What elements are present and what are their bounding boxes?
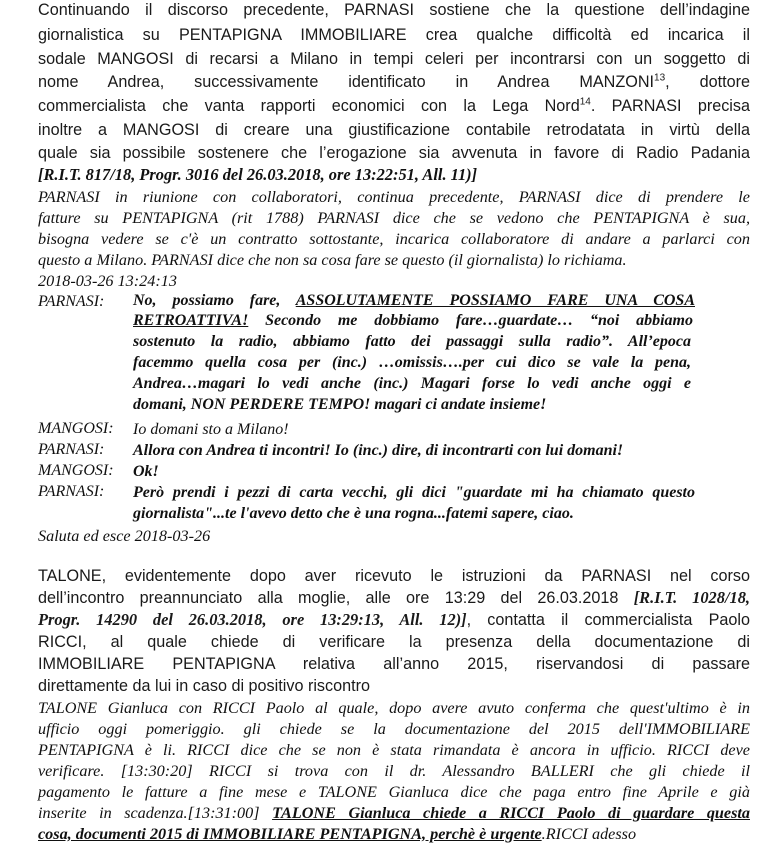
text-line: verificare. [13:30:20] RICCI si trova con il dr. Alessandro BALLERI che gli chiede il bbox=[38, 762, 750, 780]
speaker-label: MANGOSI: bbox=[38, 420, 114, 437]
utterance-line: giornalista"...te l'avevo detto che è una rogna...fatemi sapere, ciao. bbox=[133, 505, 574, 522]
text-line: dell’incontro preannunciato alla moglie, alle ore 13:29 del 26.03.2018 [R.I.T. 1028/18, bbox=[38, 588, 750, 607]
underlined-text: RETROATTIVA! bbox=[133, 312, 249, 329]
interception-reference: [R.I.T. 1028/18, bbox=[633, 588, 750, 607]
text-line: bisogna vedere se c'è un contratto sottostante, incarica collaboratore di andare a parlarci con bbox=[38, 230, 750, 248]
speaker-label: PARNASI: bbox=[38, 293, 105, 310]
text-line: PARNASI in riunione con collaboratori, continua precedente, PARNASI dice di prendere le bbox=[38, 188, 750, 206]
closing-note: Saluta ed esce 2018-03-26 bbox=[38, 527, 211, 545]
text-line: ufficio oggi pomeriggio. gli chiede se la documentazione del 2015 dell'IMMOBILIARE bbox=[38, 720, 750, 738]
utterance-line: Allora con Andrea ti incontri! Io (inc.) dire, di incontrarti con lui domani! bbox=[133, 442, 624, 459]
text-line: RICCI, al quale chiede di verificare la presenza della documentazione di bbox=[38, 633, 750, 651]
text-line: TALONE, evidentemente dopo aver ricevuto le istruzioni da PARNASI nel corso bbox=[38, 567, 750, 585]
timestamp: 2018-03-26 13:24:13 bbox=[38, 272, 177, 290]
interception-reference: [R.I.T. 817/18, Progr. 3016 del 26.03.2018, ore 13:22:51, All. 11)] bbox=[38, 165, 478, 184]
utterance-line: Io domani sto a Milano! bbox=[133, 421, 289, 438]
text-line: inserite in scadenza.[13:31:00] TALONE Gianluca chiede a RICCI Paolo di guardare questa bbox=[38, 804, 750, 822]
text-line: questo a Milano. PARNASI dice che non sa cosa fare se questo (il giornalista) lo richiama. bbox=[38, 251, 627, 269]
text-line: giornalistica su PENTAPIGNA IMMOBILIARE crea qualche difficoltà ed incarica il bbox=[38, 26, 750, 44]
text-span: . PARNASI precisa bbox=[590, 97, 750, 115]
text-line: inoltre a MANGOSI di creare una giustificazione contabile retrodatata in virtù della bbox=[38, 121, 750, 139]
utterance-line: domani, NON PERDERE TEMPO! magari ci andate insieme! bbox=[133, 396, 547, 413]
text-span: commercialista che vanta rapporti economici con la Lega Nord bbox=[38, 97, 580, 115]
utterance-line: Ok! bbox=[133, 463, 159, 480]
text-line: IMMOBILIARE PENTAPIGNA relativa all’anno 2015, riservandosi di passare bbox=[38, 655, 750, 673]
underlined-text: ASSOLUTAMENTE POSSIAMO FARE UNA COSA bbox=[295, 292, 695, 309]
utterance-line: facemmo quella cosa per (inc.) …omissis….per cui dico se vale la pena, bbox=[133, 354, 691, 371]
interception-reference: Progr. 14290 del 26.03.2018, ore 13:29:13, All. 12)] bbox=[38, 610, 467, 629]
speaker-label: PARNASI: bbox=[38, 441, 105, 458]
utterance-line: No, possiamo fare, ASSOLUTAMENTE POSSIAMO FARE UNA COSA bbox=[133, 292, 695, 309]
utterance-line: Andrea…magari lo vedi anche (inc.) Magari forse lo vedi anche oggi e bbox=[133, 375, 691, 392]
utterance-line: sostenuto la radio, abbiamo fatto dei passaggi sulla radio”. All’epoca bbox=[133, 333, 691, 350]
text-line: direttamente da lui in caso di positivo riscontro bbox=[38, 677, 371, 695]
speaker-label: PARNASI: bbox=[38, 483, 105, 500]
utterance-line: RETROATTIVA! Secondo me dobbiamo fare…guardate… “noi abbiamo bbox=[133, 312, 693, 329]
footnote-ref-14[interactable]: 14 bbox=[579, 96, 591, 108]
footnote-ref-13[interactable]: 13 bbox=[654, 72, 666, 84]
utterance-line: Però prendi i pezzi di carta vecchi, gli dici "guardate mi ha chiamato questo bbox=[133, 484, 695, 501]
text-line: sodale MANGOSI di recarsi a Milano in tempi celeri per incontrarsi con un soggetto di bbox=[38, 50, 750, 68]
text-line: fatture su PENTAPIGNA (rit 1788) PARNASI dice che se vedono che PENTAPIGNA è sua, bbox=[38, 209, 750, 227]
text-line: PENTAPIGNA è li. RICCI dice che se non è stata rimandata è ancora in ufficio. RICCI deve bbox=[38, 741, 750, 759]
text-span: nome Andrea, successivamente identificato in Andrea MANZONI bbox=[38, 73, 655, 91]
text-line bbox=[38, 96, 750, 116]
text-line: cosa, documenti 2015 di IMMOBILIARE PENTAPIGNA, perchè è urgente.RICCI adesso bbox=[38, 825, 637, 843]
speaker-label: MANGOSI: bbox=[38, 462, 114, 479]
text-span: , dottore bbox=[665, 73, 750, 91]
text-line: TALONE Gianluca con RICCI Paolo al quale, dopo avere avuto conferma che quest'ultimo è in bbox=[38, 699, 750, 717]
text-line: pagamento le fatture a fine mese e TALONE Gianluca dice che paga entro fine Aprile e già bbox=[38, 783, 750, 801]
text-line bbox=[38, 72, 750, 92]
underlined-text: TALONE Gianluca chiede a RICCI Paolo di guardare questa bbox=[272, 804, 750, 822]
text-line: quale sia possibile sostenere che l’erogazione sia avvenuta in favore di Radio Padania bbox=[38, 144, 750, 162]
text-line: Continuando il discorso precedente, PARNASI sostiene che la questione dell’indagine bbox=[38, 1, 750, 19]
underlined-text: cosa, documenti 2015 di IMMOBILIARE PENTAPIGNA, perchè è urgente bbox=[38, 825, 542, 843]
text-line: Progr. 14290 del 26.03.2018, ore 13:29:13, All. 12)], contatta il commercialista Paolo bbox=[38, 610, 750, 629]
